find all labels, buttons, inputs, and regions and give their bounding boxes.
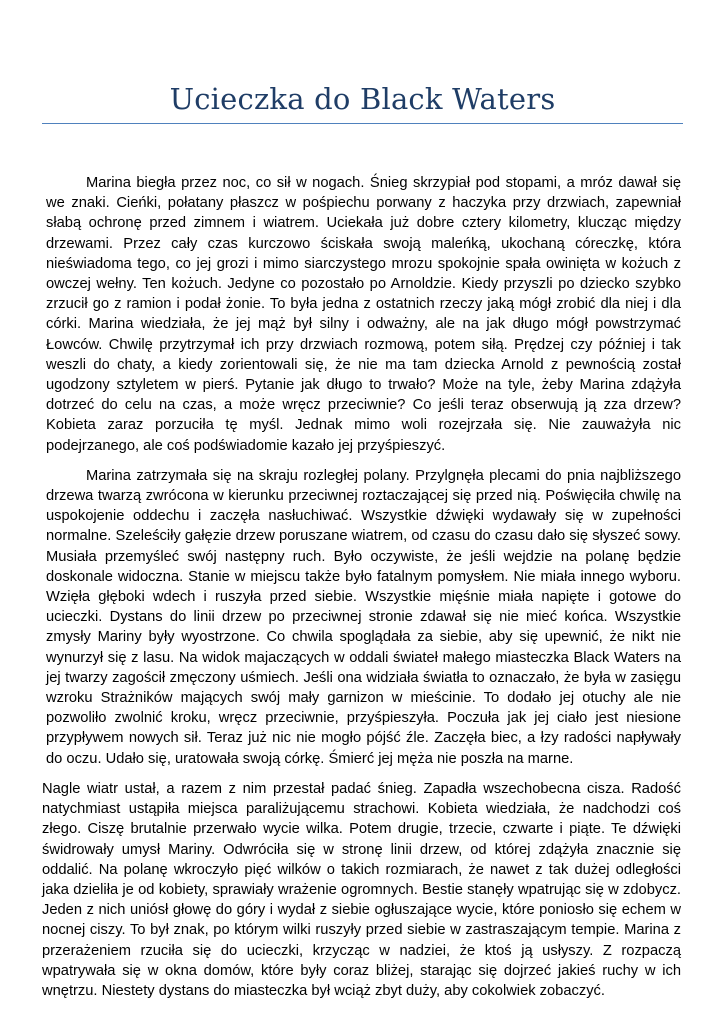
title-divider: [42, 123, 683, 124]
page-title: Ucieczka do Black Waters: [169, 82, 556, 116]
paragraph-3: Nagle wiatr ustał, a razem z nim przestał padać śnieg. Zapadła wszechobecna cisza. Radość natychmiast ustąpiła miejsca paraliżującemu strachowi. Kobieta wiedziała, że nadchodzi coś złego. Ciszę brutalnie przerwało wycie wilka. Potem drugie, trzecie, czwarte i piąte. Te dźwięki świdrowały umysł Mariny. Odwróciła się w stronę linii drzew, od której zdążyła znacznie się oddalić. Na polanę wkroczyło pięć wilków o takich rozmiarach, że nawet z tak dużej odległości jaka dzieliła je od kobiety, sprawiały wrażenie ogromnych. Bestie stanęły wpatrując się w zdobycz. Jeden z nich uniósł głowę do góry i wydał z siebie ogłuszające wycie, które poniosło się echem w nocnej ciszy. To był znak, po którym wilki ruszyły przed siebie w zastraszającym tempie. Marina z przerażeniem rzuciła się do ucieczki, krzycząc w nadziei, że ktoś ją usłyszy. Z rozpaczą wpatrywała się w okna domów, które były coraz bliżej, starając się dojrzeć jakieś ruchy w ich wnętrzu. Niestety dystans do miasteczka był wciąż zbyt duży, aby cokolwiek zobaczyć.: [42, 780, 681, 999]
paragraph-2: Marina zatrzymała się na skraju rozległej polany. Przylgnęła plecami do pnia najbliższego drzewa twarzą zwrócona w kierunku przeciwnej roztaczającej się przed nią. Poświęciła chwilę na uspokojenie oddechu i zaczęła nasłuchiwać. Wszystkie dźwięki wydawały się w zupełności normalne. Szeleściły gałęzie drzew poruszane wiatrem, od czasu do czasu dało się słyszeć sowy. Musiała przemyśleć swój następny ruch. Było oczywiste, że jeśli wejdzie na polanę będzie doskonale widoczna. Stanie w miejscu także było fatalnym pomysłem. Nie miała innego wyboru. Wzięła głęboki wdech i ruszyła przed siebie. Wszystkie mięśnie miała napięte i gotowe do ucieczki. Dystans do linii drzew po przeciwnej stronie zdawał się nie mieć końca. Wszystkie zmysły Mariny były wyostrzone. Co chwila spoglądała za siebie, aby się upewnić, że nikt nie wynurzył się z lasu. Na widok majaczących w oddali świateł małego miasteczka Black Waters na jej twarzy zagościł zmęczony uśmiech. Jeśli ona widziała światła to oznaczało, że była w zasięgu wzroku Strażników mających swój mały garnizon w mieścinie. To dodało jej otuchy ale nie pozwoliło zwolnić kroku, wręcz przeciwnie, przyśpieszyła. Poczuła jak jej ciało jest niesione przypływem nowych sił. Teraz już nic nie mogło pójść źle. Zaczęła biec, a łzy radości napływały do oczu. Udało się, uratowała swoją córkę. Śmierć jej męża nie poszła na marne.: [46, 467, 681, 767]
paragraph-1: Marina biegła przez noc, co sił w nogach. Śnieg skrzypiał pod stopami, a mróz dawał się we znaki. Cieńki, połatany płaszcz w pośpiechu porwany z haczyka przy drzwiach, zapewniał słabą ochronę przed zimnem i wiatrem. Uciekała już dobre cztery kilometry, klucząc między drzewami. Przez cały czas kurczowo ściskała swoją maleńką, ukochaną córeczkę, która nieświadoma tego, co jej grozi i mimo siarczystego mrozu spokojnie spała owinięta w kożuch z owczej wełny. Ten kożuch. Jedyne co pozostało po Arnoldzie. Kiedy przyszli po dziecko szybko zrzucił go z ramion i podał żonie. To była jedna z ostatnich rzeczy jaką mógł zrobić dla niej i dla córki. Marina wiedziała, że jej mąż był silny i odważny, ale na jak długo mógł powstrzymać Łowców. Chwilę przytrzymał ich przy drzwiach rozmową, potem siłą. Prędzej czy później i tak weszli do chaty, a kiedy zorientowali się, że nie ma tam dziecka Arnold z pewnością został ugodzony sztyletem w pierś. Pytanie jak długo to trwało? Może na tyle, żeby Marina zdążyła dotrzeć do celu na czas, a może wręcz przeciwnie? Co jeśli teraz obserwują ją zza drzew? Kobieta zaraz porzuciła tę myśl. Jednak mimo woli rozejrzała się. Nie zauważyła nic podejrzanego, ale coś podświadomie kazało jej przyśpieszyć.: [46, 175, 681, 454]
story-body: [42, 173, 681, 1011]
